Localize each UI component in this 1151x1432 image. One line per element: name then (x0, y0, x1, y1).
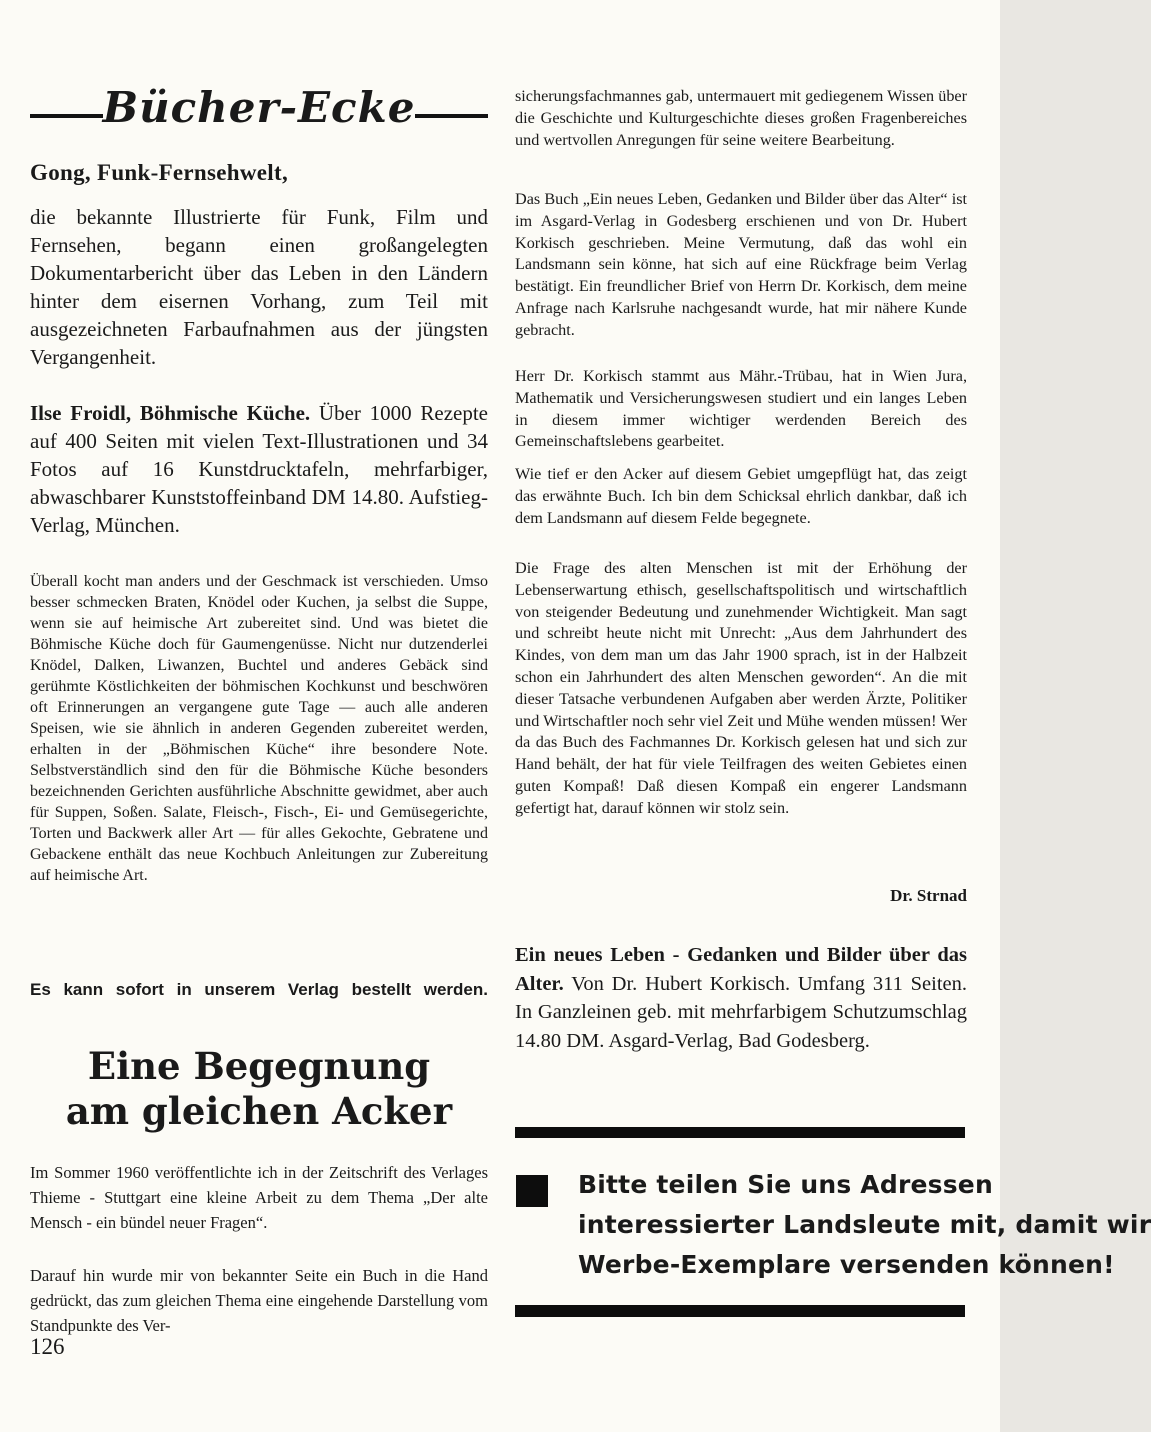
advert-line3: Werbe-Exemplare versenden können! (578, 1250, 1115, 1279)
article-heading-line1: Eine Begegnung (87, 1044, 431, 1088)
right-para4: Wie tief er den Acker auf diesem Gebiet umgepflügt hat, das zeigt das erwähnte Buch. Ich bin dem Schicksal ehrlich dankbar, daß ich dem Landsmann auf diesem Felde begegnete. (515, 465, 967, 527)
section-header (30, 83, 488, 132)
advert-rule-top (515, 1127, 965, 1138)
review2-detail: Überall kocht man anders und der Geschmack ist verschieden. Umso besser schmecken Braten, Knödel oder Kuchen, ja selbst die Suppe, wenn sie auf heimische Art zubereitet sind. Und was bietet die Böhmische Küche doch für Gaumengenüsse. Nicht nur dutzenderlei Knödel, Dalken, Liwanzen, Buchtel und anderes Gebäck sind gerühmte Köstlichkeiten der böhmischen Kochkunst und beschwören oft Erinnerungen an vergangene gute Tage — auch alle anderen Speisen, wie sie ähnlich in anderen Gegenden zubereitet werden, erhalten in der „Böhmischen Küche“ ihre besondere Note. Selbstverständlich sind den für die Böhmische Küche besonders bezeichnenden Gerichten ausführliche Abschnitte gewidmet, aber auch für Suppen, Soßen. Salate, Fleisch-, Fisch-, Ei- und Gemüsegerichte, Torten und Backwerk aller Art — für alles Gekochte, Gebratene und Gebackene enthält das neue Kochbuch Anleitungen zur Zubereitung auf heimische Art. (30, 573, 488, 884)
advert-rule-bottom (515, 1305, 965, 1317)
section-title: Bücher-Ecke (102, 83, 416, 132)
advert-bullet-square (516, 1175, 548, 1207)
book-info (515, 941, 967, 1055)
author-signature: Dr. Strnad (890, 886, 967, 905)
order-note: Es kann sofort in unserem Verlag bestellt werden. (30, 980, 488, 999)
review2-heading: Ilse Froidl, Böhmische Küche. (30, 401, 311, 425)
page-number: 126 (30, 1334, 65, 1359)
right-para5: Die Frage des alten Menschen ist mit der Erhöhung der Lebenserwartung ethisch, gesellschaftspolitisch und wirtschaftlich von steigender Bedeutung und zunehmender Wichtigkeit. Man sagt und schreibt heute nicht mit Unrecht: „Aus dem Jahrhundert des Kindes, von dem man um das Jahr 1900 sprach, ist in der Halbzeit schon ein Jahrhundert des alten Menschen geworden“. An die mit dieser Tatsache verbundenen Aufgaben aber werden Ärzte, Politiker und Wirtschaftler noch sehr viel Zeit und Mühe wenden müssen! Wer da das Buch des Fachmannes Dr. Korkisch gelesen hat und sich zur Hand behält, der hat für viele Teilfragen des weiten Gebietes einen guten Kompaß! Daß diesen Kompaß ein engerer Landsmann gefertigt hat, darauf können wir stolz sein. (515, 559, 967, 817)
article-para1: Im Sommer 1960 veröffentlichte ich in der Zeitschrift des Verlages Thieme - Stuttgart eine kleine Arbeit zu dem Thema „Der alte Mensch - ein bündel neuer Fragen“. (30, 1163, 488, 1232)
article-para2: Darauf hin wurde mir von bekannter Seite ein Buch in die Hand gedrückt, das zum gleichen Thema eine eingehende Darstellung vom Standpunkte des Ver- (30, 1266, 488, 1335)
header-rule-left (30, 114, 103, 118)
article-heading (30, 1044, 488, 1134)
advert-text (578, 1165, 1151, 1285)
book-info-details: Von Dr. Hubert Korkisch. Umfang 311 Seiten. In Ganzleinen geb. mit mehrfarbigem Schutzumschlag 14.80 DM. Asgard-Verlag, Bad Godesberg. (515, 972, 967, 1052)
header-rule-right (415, 114, 488, 118)
right-para1: sicherungsfachmannes gab, untermauert mit gediegenem Wissen über die Geschichte und Kulturgeschichte dieses großen Fragenbereiches und wertvollen Anregungen für seine weitere Bearbeitung. (515, 87, 967, 149)
review2-body: Über 1000 Rezepte auf 400 Seiten mit vielen Text-Illustrationen und 34 Fotos auf 16 Kunstdrucktafeln, mehrfarbiger, abwaschbarer Kunststoffeinband DM 14.80. Aufstieg-Verlag, München. (30, 401, 488, 537)
right-para2: Das Buch „Ein neues Leben, Gedanken und Bilder über das Alter“ ist im Asgard-Verlag in Godesberg erschienen und von Dr. Hubert Korkisch geschrieben. Meine Vermutung, daß das wohl ein Landsmann sein könne, hat sich auf eine Rückfrage beim Verlag bestätigt. Ein freundlicher Brief von Herrn Dr. Korkisch, dem meine Anfrage nach Karlsruhe nachgesandt wurde, hat mir nähere Kunde gebracht. (515, 190, 967, 339)
advert-line2: interessierter Landsleute mit, damit wir (578, 1210, 1151, 1239)
review1-heading: Gong, Funk-Fernsehwelt, (30, 160, 288, 185)
right-para3: Herr Dr. Korkisch stammt aus Mähr.-Trübau, hat in Wien Jura, Mathematik und Versicherungswesen studiert und ein langes Leben in diesem immer wichtiger werdenden Bereich des Gemeinschaftslebens gearbeitet. (515, 367, 967, 451)
advert-line1: Bitte teilen Sie uns Adressen (578, 1170, 993, 1199)
book-info-title: Ein neues Leben - Gedanken und Bilder über das Alter. (515, 944, 967, 995)
article-heading-line2: am gleichen Acker (65, 1089, 453, 1133)
review1-body: die bekannte Illustrierte für Funk, Film und Fernsehen, begann einen großangelegten Dokumentarbericht über das Leben in den Ländern hinter dem eisernen Vorhang, zum Teil mit ausgezeichneten Farbaufnahmen aus der jüngsten Vergangenheit. (30, 205, 488, 369)
review2-paragraph (30, 399, 488, 539)
